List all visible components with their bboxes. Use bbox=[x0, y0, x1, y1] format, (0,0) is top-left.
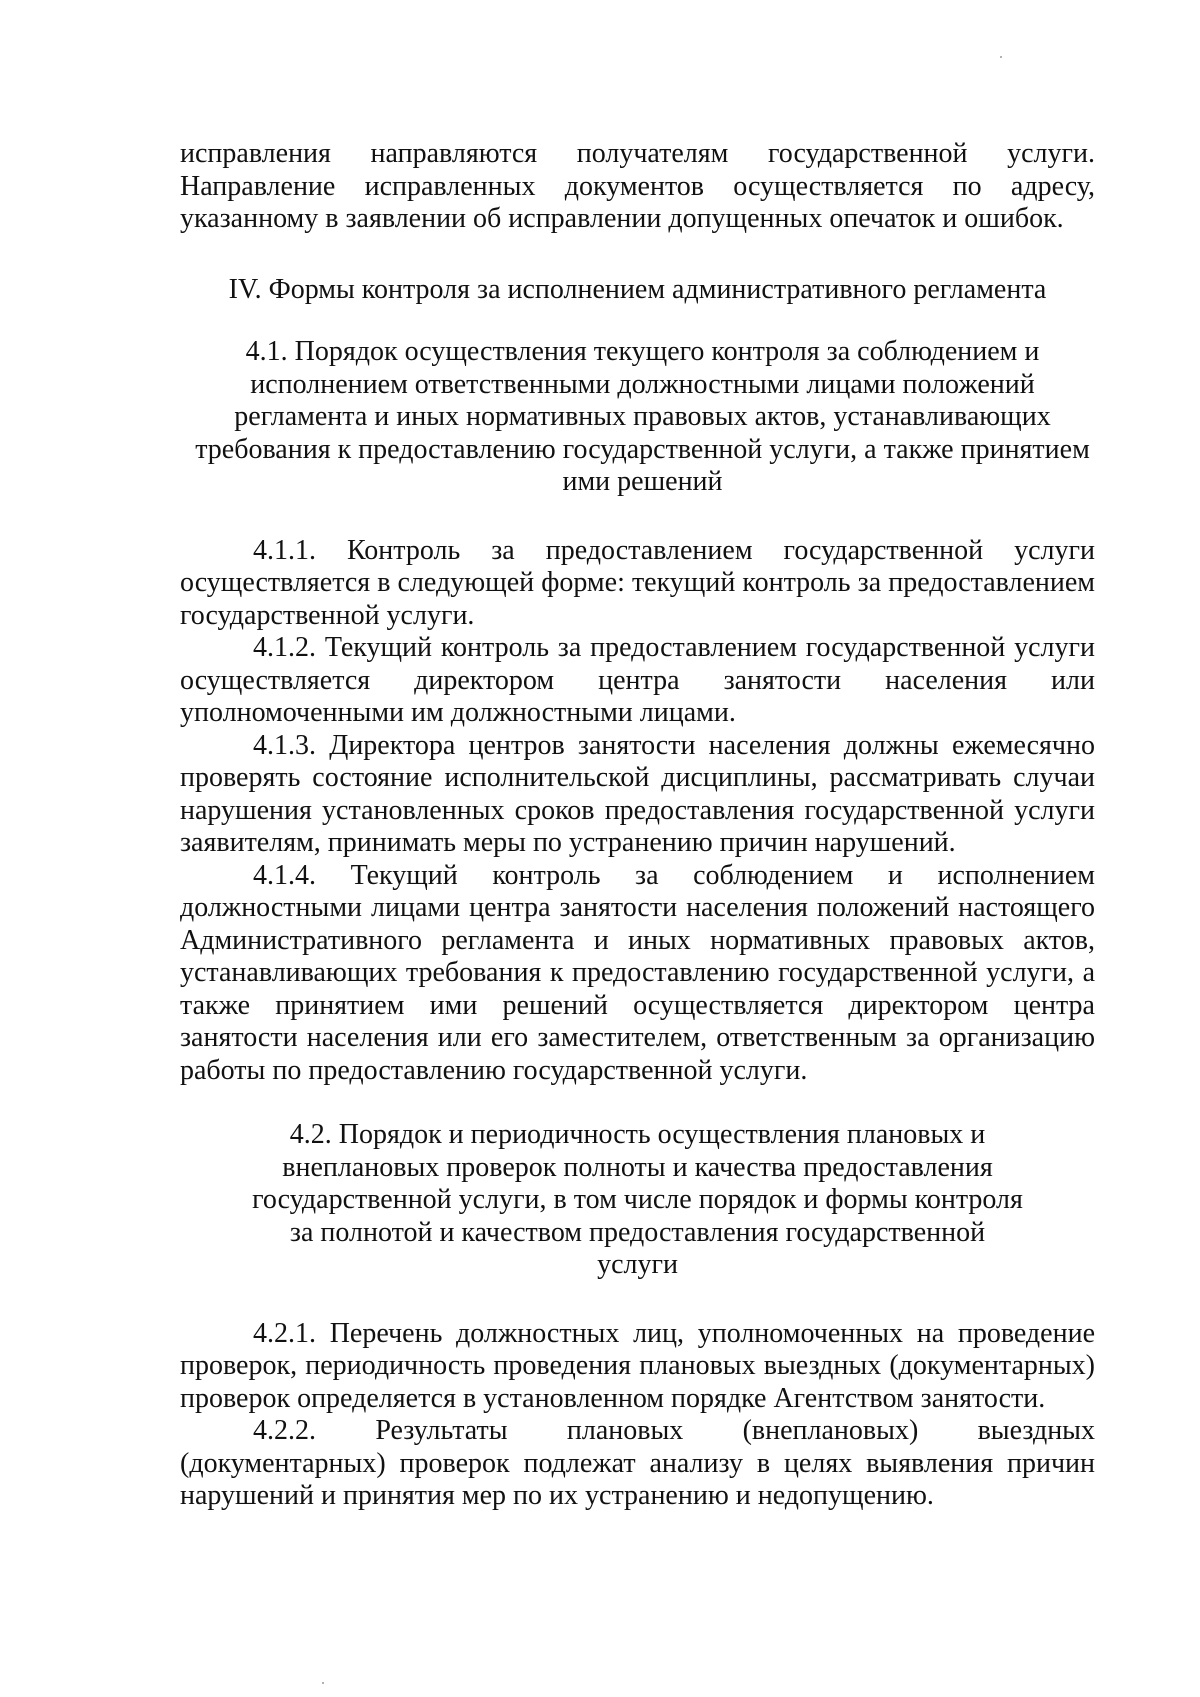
paragraph-4-2-1: 4.2.1. Перечень должностных лиц, уполномоченных на проведение проверок, периодичность проведения плановых выездных (документарных) проверок определяется в установленном порядке Агентством занятости. bbox=[180, 1317, 1095, 1414]
paragraph-4-1-3: 4.1.3. Директора центров занятости населения должны ежемесячно проверять состояние исполнительской дисциплины, рассматривать случаи нарушения установленных сроков предоставления государственной услуги заявителям, принимать меры по устранению причин нарушений. bbox=[180, 729, 1095, 858]
document-body bbox=[180, 138, 1095, 1513]
subsection-heading-4-2: 4.2. Порядок и периодичность осуществления плановых и внеплановых проверок полноты и качества предоставления государственной услуги, в том числе порядок и формы контроля за полнотой и качеством предоставления государственной услуги bbox=[252, 1119, 1023, 1280]
scan-speck bbox=[322, 1682, 324, 1684]
section-title: IV. Формы контроля за исполнением административного регламента bbox=[228, 273, 1047, 305]
paragraph-4-2-2: 4.2.2. Результаты плановых (внеплановых) выездных (документарных) проверок подлежат анализу в целях выявления причин нарушений и принятия мер по их устранению и недопущению. bbox=[180, 1415, 1095, 1511]
paragraph-4-1-1: 4.1.1. Контроль за предоставлением государственной услуги осуществляется в следующей форме: текущий контроль за предоставлением государственной услуги. bbox=[180, 534, 1095, 631]
scan-speck bbox=[1000, 56, 1002, 58]
subsection-heading-4-1: 4.1. Порядок осуществления текущего контроля за соблюдением и исполнением ответственными должностными лицами положений регламента и иных нормативных правовых актов, устанавливающих требования к предоставлению государственной услуги, а также принятием ими решений bbox=[195, 336, 1090, 497]
continuation-paragraph: исправления направляются получателям государственной услуги. Направление исправленных документов осуществляется по адресу, указанному в заявлении об исправлении допущенных опечаток и ошибок. bbox=[180, 138, 1095, 234]
paragraph-4-1-4: 4.1.4. Текущий контроль за соблюдением и исполнением должностными лицами центра занятости населения положений настоящего Административного регламента и иных нормативных правовых актов, устанавливающих требования к предоставлению государственной услуги, а также принятием ими решений осуществляется директором центра занятости населения или его заместителем, ответственным за организацию работы по предоставлению государственной услуги. bbox=[180, 859, 1095, 1086]
paragraph-4-1-2: 4.1.2. Текущий контроль за предоставлением государственной услуги осуществляется директором центра занятости населения или уполномоченными им должностными лицами. bbox=[180, 632, 1095, 728]
